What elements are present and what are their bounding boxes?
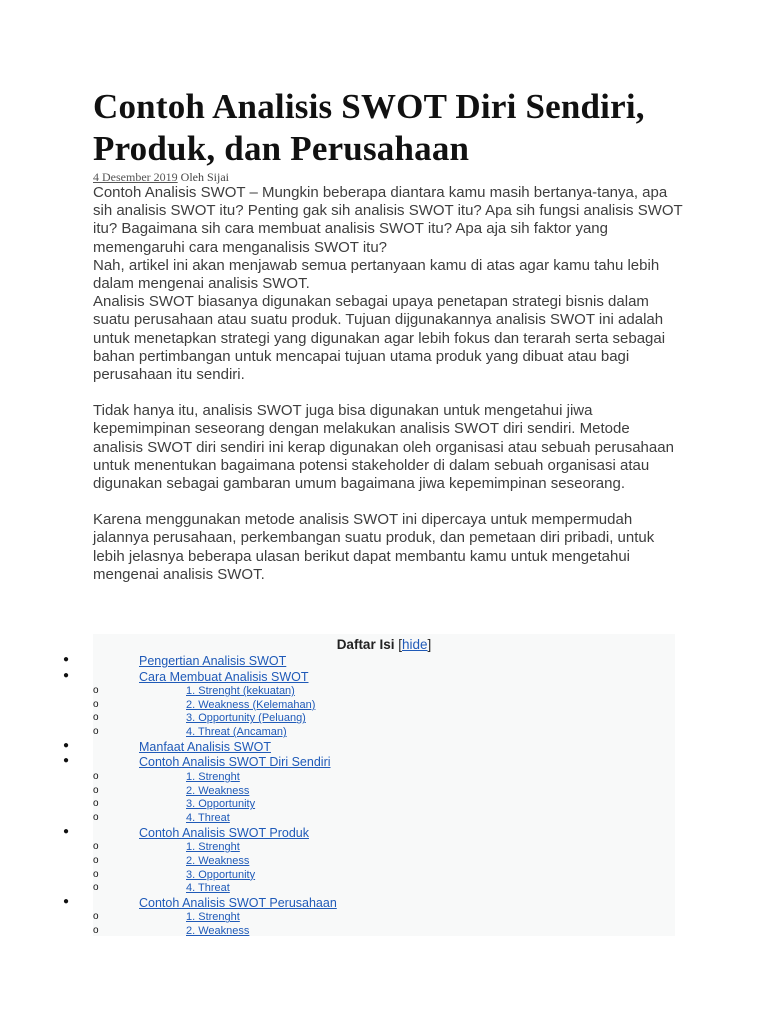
circle-bullet-icon: o xyxy=(93,685,99,696)
circle-bullet-icon: o xyxy=(93,911,99,923)
bullet-icon: ● xyxy=(63,755,70,767)
circle-bullet-icon: o xyxy=(93,854,99,866)
post-author: Oleh Sijai xyxy=(180,170,229,184)
paragraph: Nah, artikel ini akan menjawab semua pertanyaan kamu di atas agar kamu tahu lebih dalam mengenai analisis SWOT. xyxy=(93,256,660,293)
toc-sublink[interactable]: 1. Strenght xyxy=(186,911,240,924)
toc-bracket-open: [ xyxy=(398,637,402,652)
article-meta xyxy=(93,170,683,184)
page-title: Contoh Analisis SWOT Diri Sendiri, Produk, dan Perusahaan xyxy=(93,87,645,168)
toc-link[interactable]: Contoh Analisis SWOT Perusahaan xyxy=(139,895,337,910)
paragraph: Analisis SWOT biasanya digunakan sebagai upaya penetapan strategi bisnis dalam suatu perusahaan atau suatu produk. Tujuan dijgunakannya analisis SWOT ini adalah untuk menetapkan strategi yang digunakan agar lebih fokus dan terarah serta sebagai bahan pertimbangan untuk mencapai tujuan utama produk yang dibuat atau bagi perusahaan itu sendiri. xyxy=(93,293,666,384)
table-of-contents xyxy=(63,634,675,938)
post-date-link[interactable]: 4 Desember 2019 xyxy=(93,170,178,184)
toc-sublink[interactable]: 2. Weakness xyxy=(186,854,250,867)
bullet-icon: ● xyxy=(63,669,70,681)
toc-hide-link[interactable]: hide xyxy=(402,637,428,652)
paragraph: Karena menggunakan metode analisis SWOT ini dipercaya untuk mempermudah jalannya perusahaan, perkembangan suatu produk, dan pemetaan diri pribadi, untuk lebih jelasnya beberapa ulasan berikut dapat membantu kamu untuk mengetahui mengenai analisis SWOT. xyxy=(93,511,655,583)
toc-sublink[interactable]: 2. Weakness (Kelemahan) xyxy=(186,698,316,711)
circle-bullet-icon: o xyxy=(93,798,99,810)
bullet-icon: ● xyxy=(63,739,70,751)
toc-sublink[interactable]: 1. Strenght xyxy=(186,841,240,854)
circle-bullet-icon: o xyxy=(93,868,99,880)
circle-bullet-icon: o xyxy=(93,882,99,894)
article-container xyxy=(93,86,683,584)
toc-link[interactable]: Contoh Analisis SWOT Produk xyxy=(139,825,309,840)
circle-bullet-icon: o xyxy=(93,841,99,853)
toc-bracket-close: ] xyxy=(427,637,432,652)
toc-sublink[interactable]: 1. Strenght (kekuatan) xyxy=(186,685,295,697)
toc-sublink[interactable]: 1. Strenght xyxy=(186,770,240,783)
toc-sublink[interactable]: 3. Opportunity xyxy=(186,868,256,881)
toc-sublink[interactable]: 3. Opportunity xyxy=(186,798,256,811)
toc-link[interactable]: Pengertian Analisis SWOT xyxy=(139,654,287,668)
paragraph: Contoh Analisis SWOT – Mungkin beberapa diantara kamu masih bertanya-tanya, apa sih analisis SWOT itu? Penting gak sih analisis SWOT itu? Apa sih fungsi analisis SWOT itu? Bagaimana sih cara membuat analisis SWOT itu? Apa aja sih faktor yang memengaruhi cara menganalisis SWOT itu? xyxy=(93,184,683,256)
toc-sublink[interactable]: 4. Threat (Ancaman) xyxy=(186,726,287,739)
article-body xyxy=(93,184,683,584)
bullet-icon: ● xyxy=(63,654,70,665)
circle-bullet-icon: o xyxy=(93,784,99,796)
toc-title: Daftar Isi xyxy=(336,637,395,652)
paragraph: Tidak hanya itu, analisis SWOT juga bisa digunakan untuk mengetahui jiwa kepemimpinan seseorang dengan melakukan analisis SWOT diri sendiri. Metode analisis SWOT diri sendiri ini kerap digunakan oleh organisasi atau sebuah perusahaan untuk menentukan bagaimana potensi stakeholder di dalam sebuah organisasi atau digunakan sebagai gambaran umum bagaimana jiwa kepemimpinan seseorang. xyxy=(93,402,674,493)
toc-link[interactable]: Manfaat Analisis SWOT xyxy=(139,739,271,754)
circle-bullet-icon: o xyxy=(93,770,99,782)
toc-sublink[interactable]: 4. Threat xyxy=(186,811,230,824)
toc-sublink[interactable]: 2. Weakness xyxy=(186,784,250,797)
toc-link[interactable]: Contoh Analisis SWOT Diri Sendiri xyxy=(139,755,331,770)
circle-bullet-icon: o xyxy=(93,726,99,738)
circle-bullet-icon: o xyxy=(93,698,99,710)
bullet-icon: ● xyxy=(63,825,70,837)
circle-bullet-icon: o xyxy=(93,925,99,937)
toc-sublink[interactable]: 2. Weakness xyxy=(186,925,250,938)
toc-header xyxy=(93,636,675,654)
toc-sublink[interactable]: 3. Opportunity (Peluang) xyxy=(186,712,306,725)
toc-link[interactable]: Cara Membuat Analisis SWOT xyxy=(139,669,309,684)
circle-bullet-icon: o xyxy=(93,712,99,724)
circle-bullet-icon: o xyxy=(93,811,99,823)
bullet-icon: ● xyxy=(63,895,70,907)
toc-sublink[interactable]: 4. Threat xyxy=(186,882,230,895)
